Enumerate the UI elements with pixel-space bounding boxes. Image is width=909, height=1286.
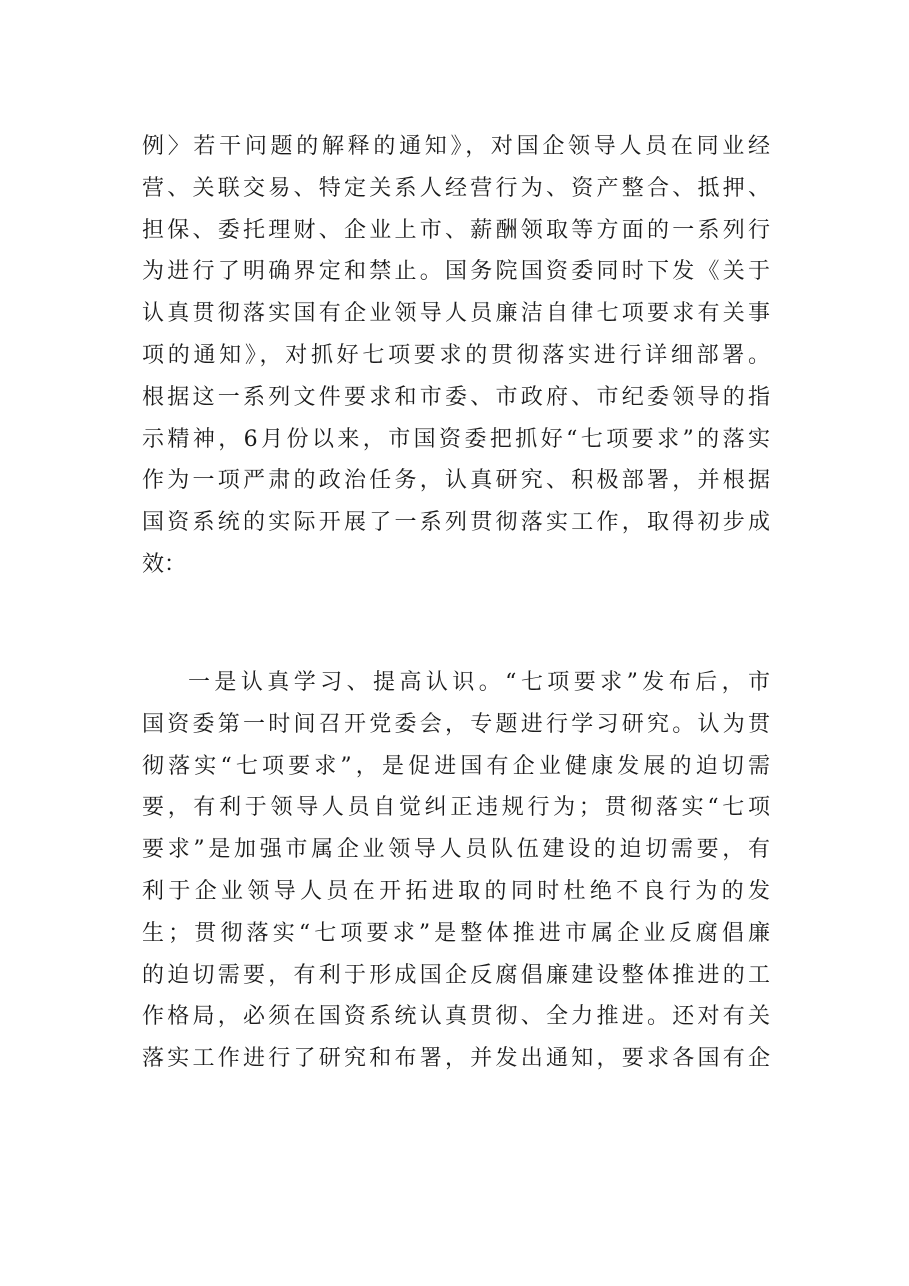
paragraph-line: 为进行了明确界定和禁止。国务院国资委同时下发《关于	[142, 259, 770, 285]
paragraph-line: 彻落实“七项要求”，是促进国有企业健康发展的迫切需	[142, 753, 770, 779]
paragraph-line: 示精神，6月份以来，市国资委把抓好“七项要求”的落实	[142, 426, 770, 452]
paragraph-2	[142, 662, 770, 1080]
paragraph-line: 作格局，必须在国资系统认真贯彻、全力推进。还对有关	[142, 1004, 770, 1030]
paragraph-line: 担保、委托理财、企业上市、薪酬领取等方面的一系列行	[142, 217, 770, 243]
paragraph-line: 认真贯彻落实国有企业领导人员廉洁自律七项要求有关事	[142, 301, 770, 327]
paragraph-line: 生；贯彻落实“七项要求”是整体推进市属企业反腐倡廉	[142, 920, 770, 946]
paragraph-1	[142, 126, 770, 586]
paragraph-line: 利于企业领导人员在开拓进取的同时杜绝不良行为的发	[142, 878, 770, 904]
paragraph-line: 例〉若干问题的解释的通知》，对国企领导人员在同业经	[142, 134, 770, 159]
paragraph-line: 要求”是加强市属企业领导人员队伍建设的迫切需要，有	[142, 837, 770, 863]
paragraph-line: 要，有利于领导人员自觉纠正违规行为；贯彻落实“七项	[142, 795, 770, 821]
paragraph-line: 国资系统的实际开展了一系列贯彻落实工作，取得初步成	[142, 510, 770, 536]
paragraph-line: 项的通知》，对抓好七项要求的贯彻落实进行详细部署。	[142, 342, 770, 368]
paragraph-line: 根据这一系列文件要求和市委、市政府、市纪委领导的指	[142, 384, 770, 410]
paragraph-line: 效：	[142, 551, 187, 577]
paragraph-line: 一是认真学习、提高认识。“七项要求”发布后，市	[188, 670, 770, 695]
paragraph-line: 国资委第一时间召开党委会，专题进行学习研究。认为贯	[142, 711, 770, 737]
paragraph-line: 作为一项严肃的政治任务，认真研究、积极部署，并根据	[142, 468, 770, 494]
paragraph-line: 落实工作进行了研究和布署，并发出通知，要求各国有企	[142, 1046, 770, 1072]
paragraph-line: 的迫切需要，有利于形成国企反腐倡廉建设整体推进的工	[142, 962, 770, 988]
paragraph-line: 营、关联交易、特定关系人经营行为、资产整合、抵押、	[142, 175, 770, 201]
